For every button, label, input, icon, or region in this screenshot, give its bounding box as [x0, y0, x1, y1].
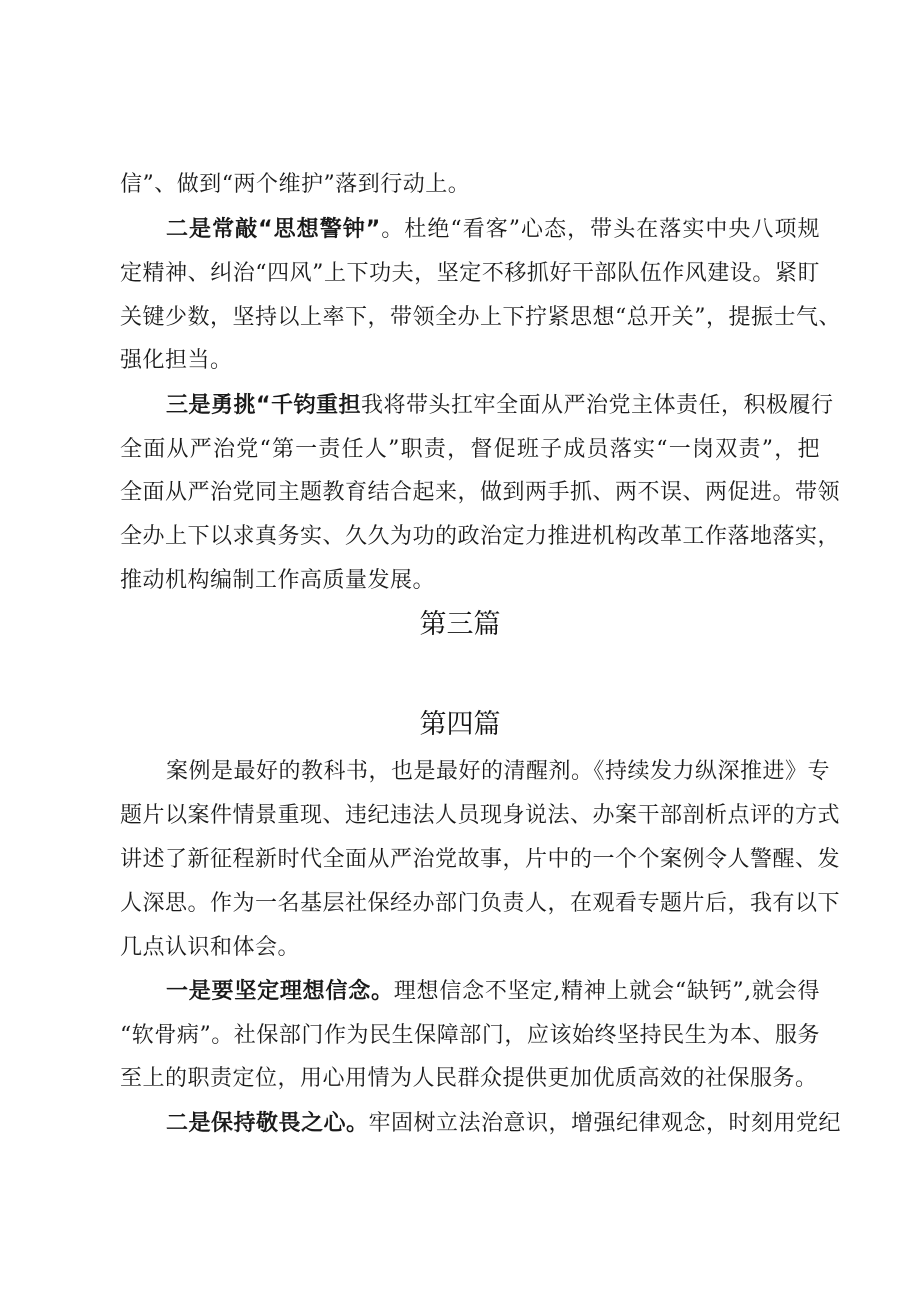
- paragraph-line: 人深思。作为一名基层社保经办部门负责人，在观看专题片后，我有以下: [120, 891, 841, 916]
- paragraph-lead: 三是勇挑“千钧重担: [166, 393, 361, 418]
- paragraph-line: [166, 978, 820, 1006]
- text: 牢固树立法治意识，增强纪律观念，时刻用党纪: [368, 1111, 842, 1136]
- paragraph-line: 全办上下以求真务实、久久为功的政治定力推进机构改革工作落地落实，: [120, 524, 841, 549]
- paragraph-lead: 二是保持敬畏之心。: [166, 1111, 369, 1136]
- paragraph-line: [166, 1110, 842, 1138]
- paragraph-line: [166, 216, 820, 244]
- section-heading-4: 第四篇: [419, 709, 501, 740]
- paragraph-line: 全面从严治党同主题教育结合起来，做到两手抓、两不误、两促进。带领: [120, 480, 841, 505]
- paragraph-line: [166, 392, 834, 420]
- paragraph-line: 推动机构编制工作高质量发展。: [120, 568, 436, 593]
- text: 我将带头扛牢全面从严治党主体责任，积极履行: [360, 393, 834, 418]
- paragraph-line: 讲述了新征程新时代全面从严治党故事，片中的一个个案例令人警醒、发: [120, 847, 841, 872]
- paragraph-line: “软骨病”。社保部门作为民生保障部门，应该始终坚持民生为本、服务: [120, 1023, 820, 1048]
- text: 理想信念不坚定,精神上就会“缺钙”,就会得: [393, 979, 820, 1004]
- section-heading-3: 第三篇: [419, 609, 501, 640]
- paragraph-line: 题片以案件情景重现、违纪违法人员现身说法、办案干部剖析点评的方式: [120, 803, 841, 828]
- paragraph-line: 关键少数，坚持以上率下，带领全办上下拧紧思想“总开关”，提振士气、: [120, 305, 841, 330]
- paragraph-lead: 二是常敲“思想警钟”: [166, 217, 381, 242]
- paragraph-line: 案例是最好的教科书，也是最好的清醒剂。《持续发力纵深推进》专: [166, 759, 831, 784]
- paragraph-line: 全面从严治党“第一责任人”职责，督促班子成员落实“一岗双责”，把: [120, 437, 820, 462]
- paragraph-line: [120, 171, 820, 199]
- paragraph-line: 强化担当。: [120, 348, 233, 373]
- paragraph-lead: 一是要坚定理想信念。: [166, 979, 394, 1004]
- text: 。杜绝“看客”心态，带头在落实中央八项规: [380, 217, 821, 242]
- paragraph-line: 至上的职责定位，用心用情为人民群众提供更加优质高效的社保服务。: [120, 1066, 818, 1091]
- paragraph-line: 定精神、纠治“四风”上下功夫，坚定不移抓好干部队伍作风建设。紧盯: [120, 261, 820, 286]
- text: 信”、做到“两个维护”落到行动上。: [120, 172, 471, 197]
- paragraph-line: 几点认识和体会。: [120, 935, 301, 960]
